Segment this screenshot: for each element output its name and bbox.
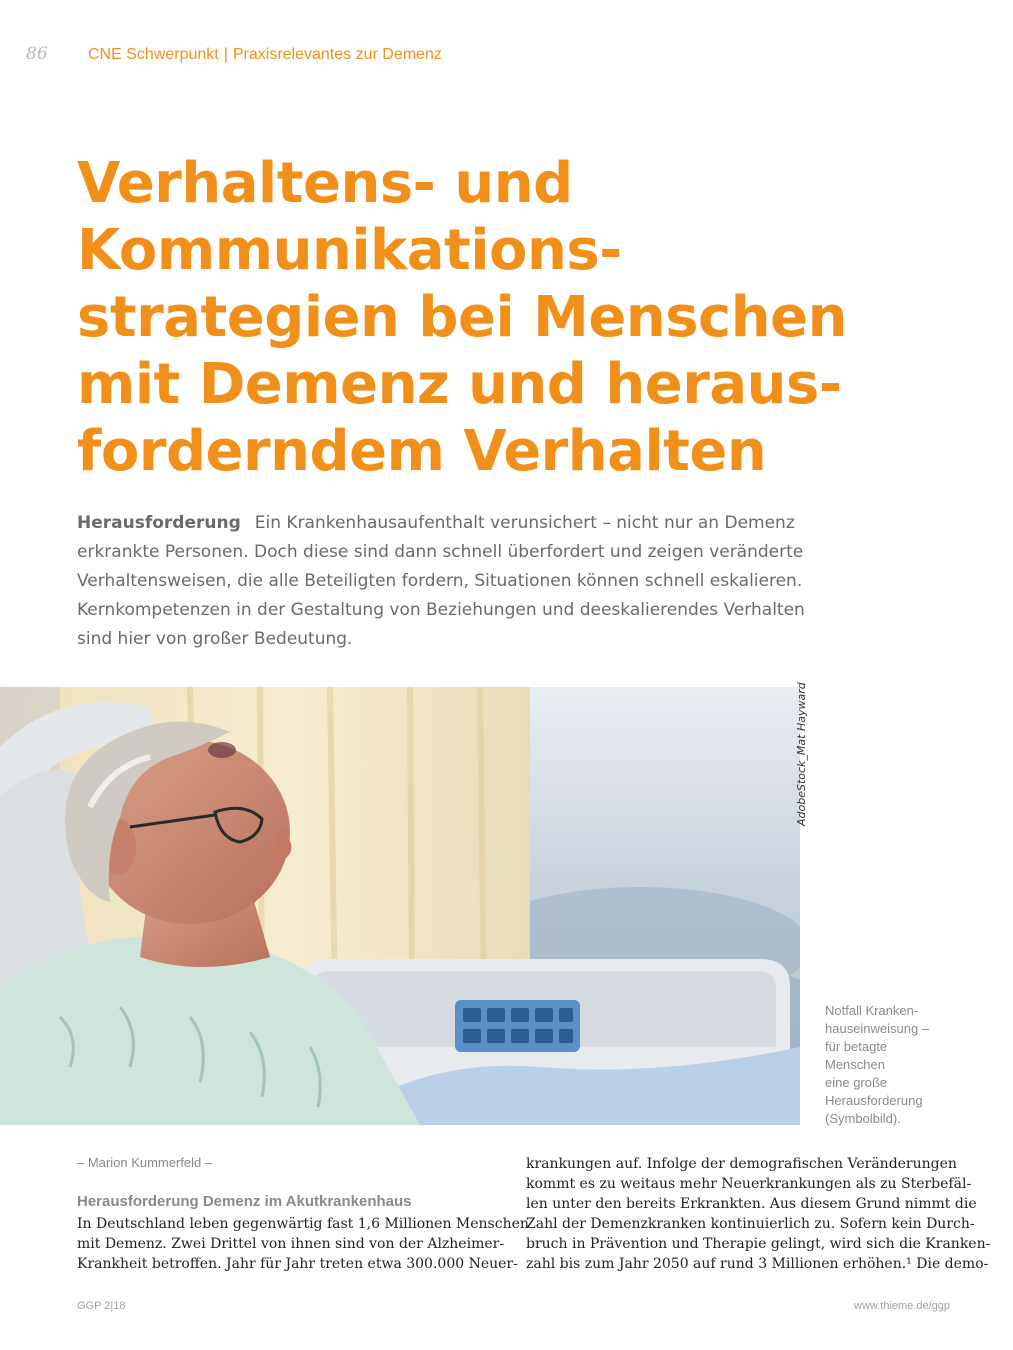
footer-url[interactable]: www.thieme.de/ggp: [854, 1300, 950, 1312]
body-line: bruch in Prävention und Therapie gelingt, wird sich die Kranken-: [526, 1236, 991, 1252]
caption-line: (Symbolbild).: [825, 1111, 901, 1126]
caption-line: hauseinweisung –: [825, 1021, 930, 1036]
body-line: krankungen auf. Infolge der demografischen Veränderungen: [526, 1156, 957, 1172]
header-separator: |: [223, 46, 228, 63]
lead-line: Verhaltensweisen, die alle Beteiligten fordern, Situationen können schnell eskalieren.: [77, 571, 803, 591]
body-column-right: [526, 1154, 991, 1274]
title-line: strategien bei Menschen: [77, 285, 847, 350]
caption-line: eine große: [825, 1075, 888, 1090]
caption-line: Menschen: [825, 1057, 885, 1072]
body-line: zahl bis zum Jahr 2050 auf rund 3 Millionen erhöhen.¹ Die demo-: [526, 1256, 989, 1272]
section-subheading: Herausforderung Demenz im Akutkrankenhaus: [77, 1193, 412, 1210]
author-byline: – Marion Kummerfeld –: [77, 1155, 213, 1170]
body-line: kommt es zu weitaus mehr Neuerkrankungen als zu Sterbefäl-: [526, 1176, 972, 1192]
caption-line: für betagte: [825, 1039, 888, 1054]
body-line: len unter den bereits Erkrankten. Aus diesem Grund nimmt die: [526, 1196, 977, 1212]
lead-line: erkrankte Personen. Doch diese sind dann schnell überfordert und zeigen veränderte: [77, 542, 804, 562]
lead-paragraph: [77, 509, 807, 654]
section-name: CNE Schwerpunkt: [88, 46, 219, 63]
footer-issue: GGP 2|18: [77, 1300, 126, 1312]
lead-line: Kernkompetenzen in der Gestaltung von Beziehungen und deeskalierendes Verhalten: [77, 600, 805, 620]
body-line: Krankheit betroffen. Jahr für Jahr treten etwa 300.000 Neuer-: [77, 1256, 518, 1272]
article-title: [77, 150, 847, 485]
body-line: In Deutschland leben gegenwärtig fast 1,6 Millionen Menschen: [77, 1216, 529, 1232]
title-line: Verhaltens- und: [77, 151, 573, 216]
body-line: Zahl der Demenzkranken kontinuierlich zu. Sofern kein Durch-: [526, 1216, 975, 1232]
lead-line-first: [77, 509, 807, 538]
page-number: 86: [26, 44, 48, 64]
title-line: mit Demenz und heraus-: [77, 352, 842, 417]
photo-caption: [825, 1002, 965, 1128]
body-line: mit Demenz. Zwei Drittel von ihnen sind von der Alzheimer-: [77, 1236, 505, 1252]
lead-line: sind hier von großer Bedeutung.: [77, 629, 353, 649]
title-line: forderndem Verhalten: [77, 419, 767, 484]
section-topic: Praxisrelevantes zur Demenz: [232, 46, 442, 63]
title-line: Kommunikations-: [77, 218, 622, 283]
article-photo: [0, 687, 800, 1125]
hospital-patient-illustration: [0, 687, 800, 1125]
section-header: [88, 46, 442, 64]
lead-kicker: Herausforderung: [77, 513, 241, 533]
caption-line: Herausforderung: [825, 1093, 923, 1108]
lead-text: Ein Krankenhausaufenthalt verunsichert – nicht nur an Demenz: [254, 513, 795, 533]
photo-credit: AdobeStock_Mat Hayward: [795, 682, 808, 826]
body-column-left: [77, 1214, 529, 1274]
caption-line: Notfall Kranken-: [825, 1003, 919, 1018]
